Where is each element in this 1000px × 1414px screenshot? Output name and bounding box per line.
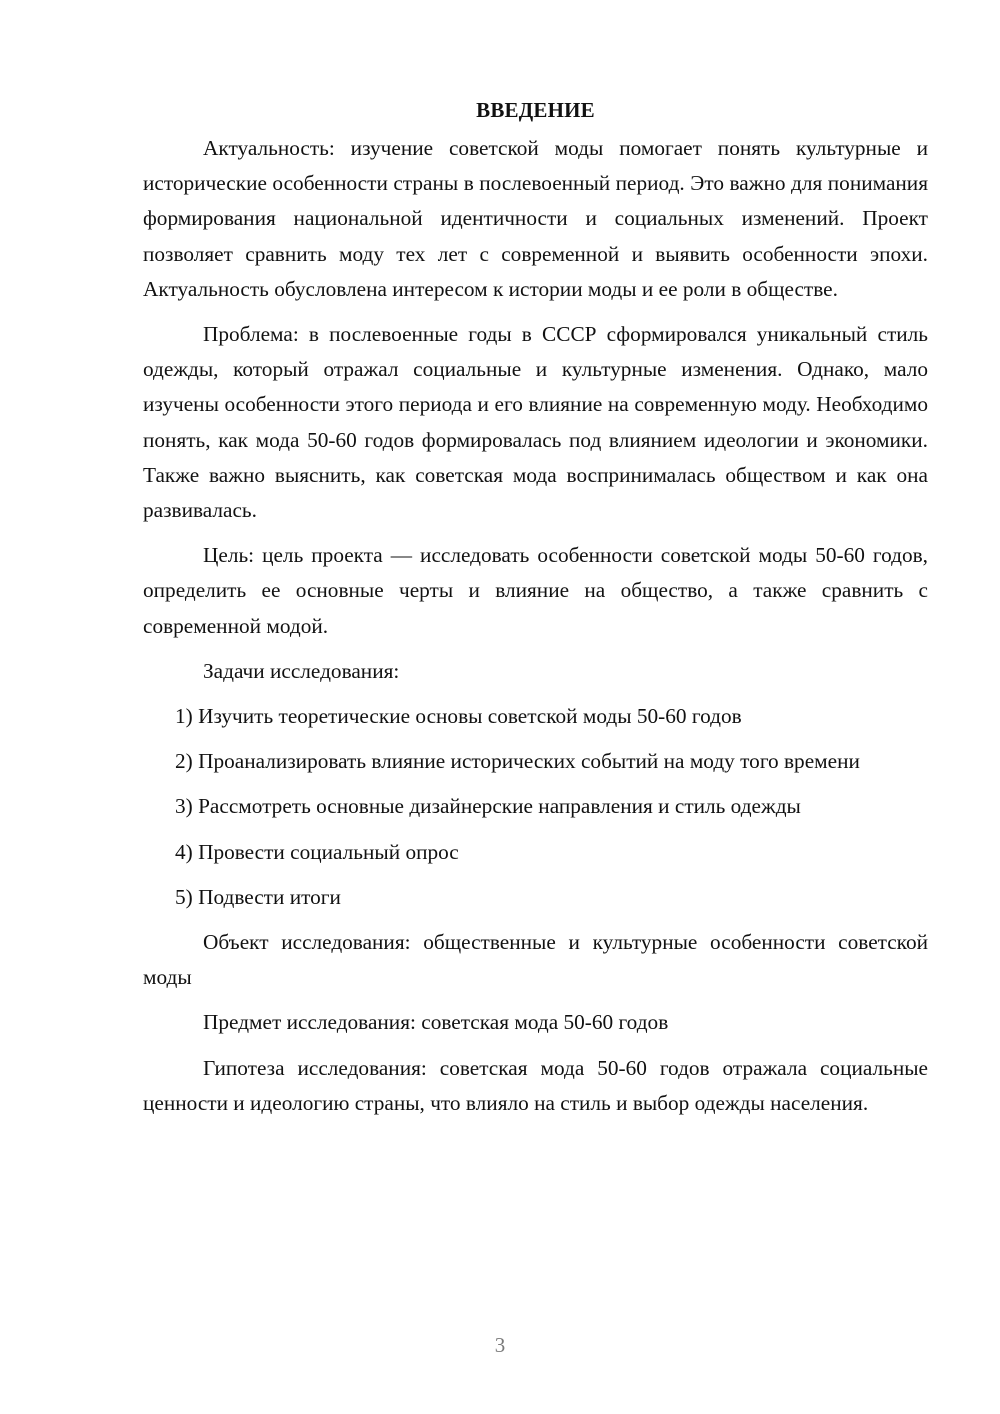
- task-item-2: 2) Проанализировать влияние исторических событий на моду того времени: [175, 749, 860, 774]
- task-item-4: 4) Провести социальный опрос: [175, 839, 459, 864]
- tasks-title: Задачи исследования:: [203, 658, 400, 683]
- hypothesis-paragraph: Гипотеза исследования: советская мода 50-60 годов отражала социальные ценности и идеологию страны, что влияло на стиль и выбор одежды населения.: [143, 1055, 928, 1115]
- page-number: 3: [494, 1333, 506, 1357]
- problem-paragraph: Проблема: в послевоенные годы в СССР сформировался уникальный стиль одежды, который отражал социальные и культурные изменения. Однако, мало изучены особенности этого периода и его влияние на современную моду. Необходимо понять, как мода 50-60 годов формировалась под влиянием идеологии и экономики. Также важно выяснить, как советская мода воспринималась обществом и как она развивалась.: [143, 322, 928, 523]
- object-paragraph: Объект исследования: общественные и культурные особенности советской моды: [143, 930, 928, 990]
- page-content: [143, 93, 928, 1131]
- subject-paragraph: Предмет исследования: советская мода 50-60 годов: [203, 1010, 669, 1035]
- task-item-5: 5) Подвести итоги: [175, 884, 341, 909]
- relevance-paragraph: Актуальность: изучение советской моды помогает понять культурные и исторические особенности страны в послевоенный период. Это важно для понимания формирования национальной идентичности и социальных изменений. Проект позволяет сравнить моду тех лет с современной и выявить особенности эпохи. Актуальность обусловлена интересом к истории моды и ее роли в обществе.: [143, 136, 928, 301]
- task-item-1: 1) Изучить теоретические основы советской моды 50-60 годов: [175, 704, 742, 729]
- section-heading: ВВЕДЕНИЕ: [476, 98, 595, 122]
- task-item-3: 3) Рассмотреть основные дизайнерские направления и стиль одежды: [175, 794, 801, 819]
- goal-paragraph: Цель: цель проекта — исследовать особенности советской моды 50-60 годов, определить ее основные черты и влияние на общество, а также сравнить с современной модой.: [143, 543, 928, 638]
